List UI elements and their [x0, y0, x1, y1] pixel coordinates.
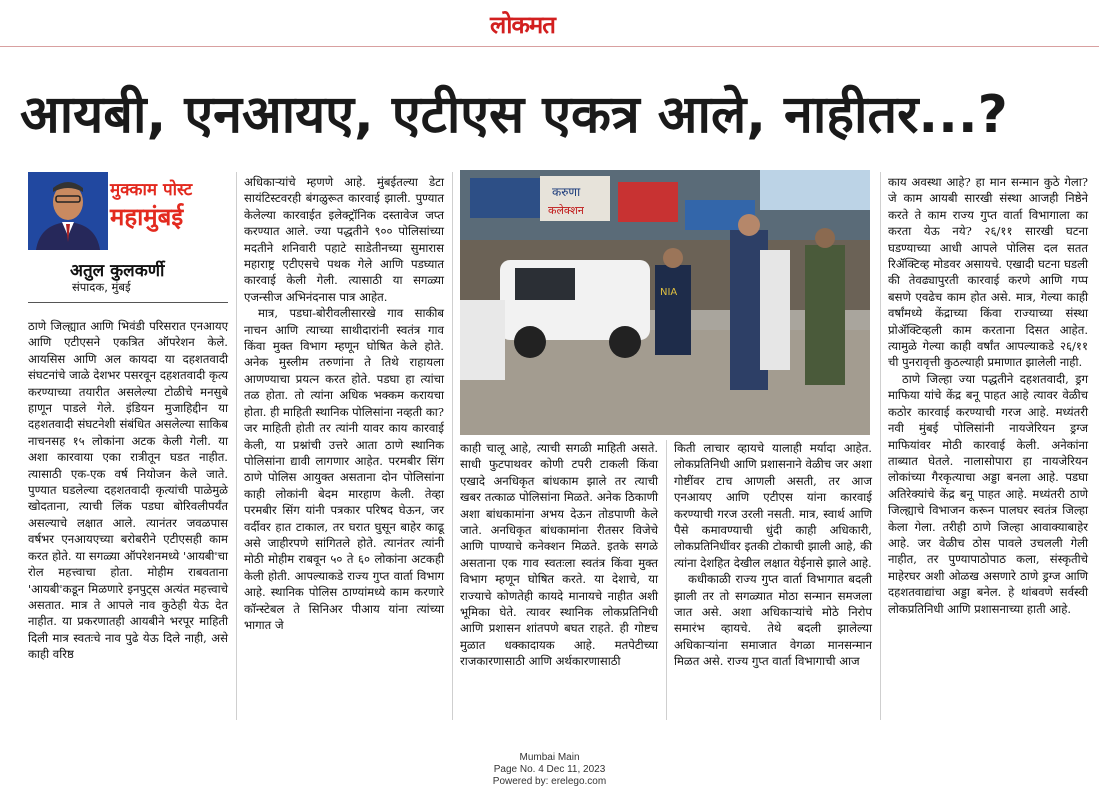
author-portrait-icon [28, 172, 108, 250]
paragraph: काही चालू आहे, त्याची सगळी माहिती असते. साधी फुटपाथवर कोणी टपरी टाकली किंवा एखादे अनधिकृत बांधकाम झाले तर त्याची खबर तत्काळ पोलिसांना मिळते. अनेक ठिकाणी अशा बांधकामांना अभय देऊन तोडपाणी केले जाते. अनधिकृत बांधकामांना रीतसर विजेचे आणि पाण्याचे कनेक्शन मिळते. इतके सगळे असताना एक गाव स्वतःला स्वतंत्र किंवा मुक्त विभाग म्हणून घोषित करते. या देशाचे, या राज्याचे कोणतेही कायदे मानायचे नाहीत अशी भूमिका घेते. त्यावर स्थानिक लोकप्रतिनिधी आणि प्रशासन शांतपणे बघत राहते. ही गोष्टच मुळात धक्कादायक आहे. मतपेटीच्या राजकारणासाठी आणि अर्थकारणासाठी [460, 441, 658, 669]
paragraph: ठाणे जिल्हा ज्या पद्धतीने दहशतवादी, ड्रग माफिया यांचे केंद्र बनू पाहत आहे त्यावर वेळीच कठोर कारवाई करण्याची गरज आहे. मध्यंतरी नवी मुंबई पोलिसांनी नायजेरियन ड्रग्ज माफियांवर मोठी कारवाई केली. अनेकांना ताब्यात घेतले. नालासोपारा हा नायजेरियन लोकांच्या गैरकृत्याचा अड्डा बनला आहे. पडघा अतिरेक्यांचे केंद्र बनू पाहत आहे. मध्यंतरी ठाणे जिल्ह्याचे विभाजन करून पालघर स्वतंत्र जिल्हा केला गेला. तरीही ठाणे जिल्हा आवाक्याबाहेर आहे. जर वेळीच ठोस पावले उचलली गेली नाहीत, तर पुण्यापाठोपाठ कला, संस्कृतीचे माहेरघर अशी ओळख असणारे ठाणे ड्रग्ज आणि दहशतवाद्यांचा अड्डा बनेल. हे थांबवणे सर्वस्वी लोकप्रतिनिधी आणि प्रशासनाच्या हाती आहे. [888, 371, 1088, 616]
news-photo [460, 170, 870, 435]
article-column-4 [674, 440, 872, 670]
paragraph: अधिकाऱ्यांचे म्हणणे आहे. मुंबईतल्या डेटा सायंटिस्टवरही बंगळुरूत कारवाई झाली. पुण्यात केलेल्या कारवाईत इलेक्ट्रॉनिक दस्तावेज जप्त करण्यात आले. ज्या पद्धतीने ९०० पोलिसांच्या मदतीने शनिवारी पहाटे साडेतीनच्या सुमारास महाराष्ट्र एटीएसचे पथक गेले आणि पडघ्यात कारवाई केली गेली. त्यासाठी या सगळ्या एजन्सीज अभिनंदनास पात्र आहेत. [244, 175, 444, 304]
edition-name: Mumbai Main [519, 752, 580, 763]
article-column-2 [244, 174, 444, 633]
masthead [0, 0, 1099, 47]
column-divider [236, 172, 237, 720]
shop-sign-text: करुणा [552, 185, 581, 199]
byline-rule [28, 302, 228, 303]
column-title [110, 178, 220, 232]
paragraph: मात्र, पडघा-बोरीवलीसारखे गाव साकीब नाचन आणि त्याच्या साथीदारांनी स्वतंत्र गाव किंवा मुक्त विभाग म्हणून घोषित केले होते. अनेक मुस्लीम तरुणांना ते तिथे राहायला आणण्याचा प्रयत्न करत होते. पडघा हा त्यांचा तळ होता. तो त्यांना अधिक भक्कम करायचा होता. ही माहिती स्थानिक पोलिसांना नव्हती का? जर माहिती होती तर त्यांनी यावर काय कारवाई केली, या प्रश्नांची उत्तरे आता ठाणे स्थानिक पोलिसांना द्यावी लागणार आहेत. परमबीर सिंग ठाणे पोलिस आयुक्त असताना दोन पोलिसांना काही लोकांनी बेदम मारहाण केली. तेव्हा परमबीर सिंग यांनी पत्रकार परिषद घेऊन, जर वर्दीवर हात टाकाल, तर घरात घुसून बाहेर काढू असे जाहीरपणे सांगितले होते. त्यानंतर त्यांनी मोठी मोहीम राबवून ५० ते ६० लोकांना अटकही केली होती. आपल्याकडे राज्य गुप्त वार्ता विभाग आहे. स्थानिक पोलिस ठाण्यांमध्ये काम करणारे कॉन्स्टेबल ते सिनिअर पीआय यांना त्यांच्या भागात जे [244, 306, 444, 632]
column-divider [880, 172, 881, 720]
paragraph: किती लाचार व्हायचे यालाही मर्यादा आहेत. लोकप्रतिनिधी आणि प्रशासनाने वेळीच जर अशा गोष्टींवर टाच आणली असती, तर आज एनआयए आणि एटीएस यांना कारवाई करण्याची गरज उरली नसती. मात्र, स्वार्थ आणि पैसे कमावण्याची धुंदी काही अधिकारी, लोकप्रतिनिधींवर इतकी टोकाची झाली आहे, की त्यांना देशहित देखील लक्षात येईनासे झाले आहे. [674, 441, 872, 570]
paragraph: काय अवस्था आहे? हा मान सन्मान कुठे गेला? जे काम आयबी सारखी संस्था आजही निष्ठेने करते ते काम राज्य गुप्त वार्ता विभागाला का करता येऊ नये? २६/११ सारखी घटना घडण्याच्या आधी आपले पोलिस दल सतत रिॲक्टिव्ह मोडवर असायचे. एखादी घटना घडली की तेवढ्यापुरती कारवाई करणे आणि गप्प बसणे एवढेच काम होत असे. मात्र, गेल्या काही वर्षांमध्ये केंद्राच्या किंवा राज्याच्या संस्था प्रोॲक्टिव्हली काम करताना दिसत आहेत. त्यामुळे गेल्या काही वर्षांत आपल्याकडे २६/११ ची पुनरावृत्ती कुठल्याही प्रमाणात झालेली नाही. [888, 175, 1088, 370]
powered-by: Powered by: erelego.com [492, 776, 607, 787]
author-portrait [28, 172, 108, 250]
lokmat-logo: लोकमत [490, 11, 555, 39]
page-headline: आयबी, एनआयए, एटीएस एकत्र आले, नाहीतर...? [20, 85, 1008, 145]
paragraph: ठाणे जिल्ह्यात आणि भिवंडी परिसरात एनआयए आणि एटीएसने एकत्रित ऑपरेशन केले. आयसिस आणि अल कायदा या दहशतवादी संघटनांचे जाळे देशभर पसरवून दहशतवादी कृत्य करण्याच्या तयारीत असलेल्या टोळीचे मनसुबे हाणून पाडले गेले. इंडियन मुजाहिद्दीन या दहशतवादी संघटनेशी संबंधित असलेल्या साकिब नाचनसह १५ लोकांना अटक केली गेली. या अशा कारवाया एका रात्रीतून घडत नाहीत. त्यासाठी एक-एक वर्ष नियोजन केले जाते. पुण्यात घडलेल्या दहशतवादी कृत्यांची पाळेमुळे खोदताना, त्याची लिंक पडघा बोरिवलीपर्यंत असल्याचे लक्षात आले. त्यानंतर जवळपास वर्षभर एनआयएच्या बरोबरीने एटीएसही काम करत होते. या सगळ्या ऑपरेशनमध्ये 'आयबी'चा रोल महत्त्वाचा होता. मोहीम राबवताना 'आयबी'कडून मिळणारे इनपुट्स अत्यंत महत्त्वाचे असतात. मात्र ते आपले नाव कुठेही येऊ देत नाहीत. या प्रकरणातही आयबीने भरपूर माहिती दिली मात्र स्वतःचे नाव पुढे येऊ दिले नाही, असे काही वरिष्ठ [28, 319, 228, 662]
author-role: संपादक, मुंबई [72, 280, 131, 294]
column-title-line2: महामुंबई [110, 203, 184, 231]
article-column-3 [460, 440, 658, 670]
page-info: Page No. 4 Dec 11, 2023 [493, 764, 606, 775]
article-column-1 [28, 318, 228, 663]
column-title-line1: मुक्काम पोस्ट [110, 180, 193, 200]
street-scene-image [460, 170, 870, 435]
shop-sign-text: कलेक्शन [548, 204, 584, 217]
author-name: अतुल कुलकर्णी [70, 261, 165, 281]
column-byline [28, 172, 218, 252]
column-divider [666, 440, 667, 720]
paragraph: कधीकाळी राज्य गुप्त वार्ता विभागात बदली झाली तर तो सगळ्यात मोठा सन्मान समजला जात असे. अशा अधिकाऱ्यांचे मोठे निरोप समारंभ व्हायचे. तेथे बदली झालेल्या अधिकाऱ्यांना समाजात वेगळा मानसन्मान मिळत असे. राज्य गुप्त वार्ता विभागाची आज [674, 572, 872, 669]
page-footer [0, 752, 1099, 788]
article-column-5 [888, 174, 1088, 617]
vest-text: NIA [660, 287, 678, 298]
column-divider [452, 172, 453, 720]
